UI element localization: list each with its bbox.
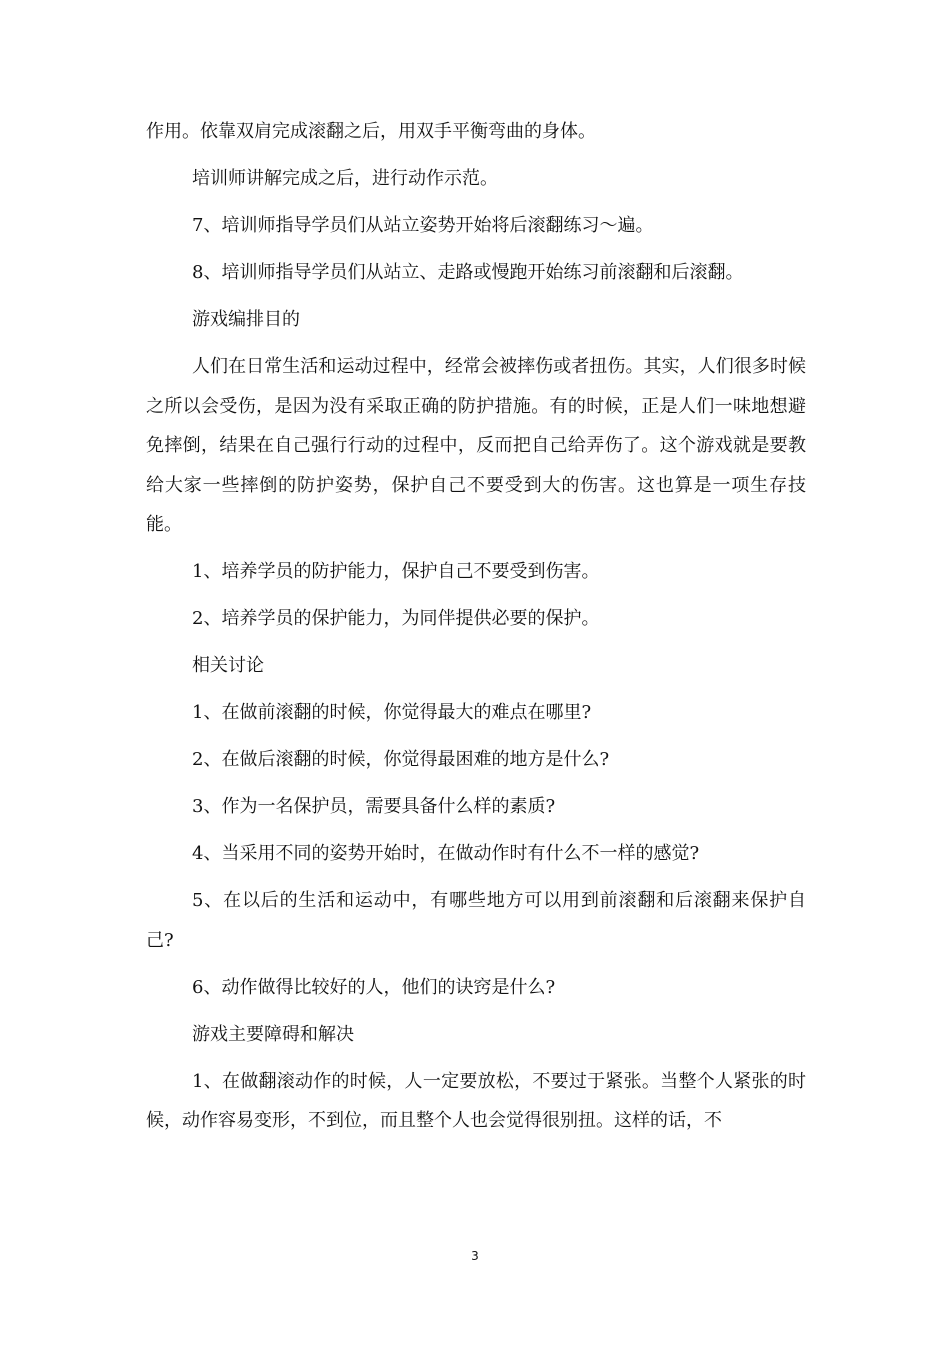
list-item: 2、培养学员的保护能力，为同伴提供必要的保护。	[192, 608, 600, 629]
list-item: 2、在做后滚翻的时候，你觉得最困难的地方是什么?	[192, 749, 610, 770]
paragraph: 作用。依靠双肩完成滚翻之后，用双手平衡弯曲的身体。	[146, 121, 596, 142]
list-item: 1、培养学员的防护能力，保护自己不要受到伤害。	[192, 561, 600, 582]
list-item: 5、在以后的生活和运动中，有哪些地方可以用到前滚翻和后滚翻来保护自己?	[146, 890, 806, 951]
list-item: 7、培训师指导学员们从站立姿势开始将后滚翻练习～遍。	[192, 215, 654, 236]
list-item: 6、动作做得比较好的人，他们的诀窍是什么?	[192, 976, 556, 998]
document-body	[146, 112, 806, 1148]
list-item: 1、在做翻滚动作的时候，人一定要放松，不要过于紧张。当整个人紧张的时候，动作容易变形，不到位，而且整个人也会觉得很别扭。这样的话，不	[146, 1070, 806, 1131]
section-heading: 游戏编排目的	[192, 309, 300, 330]
section-heading: 游戏主要障碍和解决	[192, 1023, 354, 1045]
paragraph: 培训师讲解完成之后，进行动作示范。	[192, 168, 498, 189]
list-item: 8、培训师指导学员们从站立、走路或慢跑开始练习前滚翻和后滚翻。	[192, 262, 744, 283]
paragraph: 人们在日常生活和运动过程中，经常会被摔伤或者扭伤。其实，人们很多时候之所以会受伤，是因为没有采取正确的防护措施。有的时候，正是人们一味地想避免摔倒，结果在自己强行行动的过程中，反而把自己给弄伤了。这个游戏就是要教给大家一些摔倒的防护姿势，保护自己不要受到大的伤害。这也算是一项生存技能。	[146, 356, 806, 535]
list-item: 1、在做前滚翻的时候，你觉得最大的难点在哪里?	[192, 702, 592, 723]
list-item: 4、当采用不同的姿势开始时，在做动作时有什么不一样的感觉?	[192, 843, 700, 864]
list-item: 3、作为一名保护员，需要具备什么样的素质?	[192, 796, 556, 817]
section-heading: 相关讨论	[192, 655, 264, 676]
page-number: 3	[471, 1249, 479, 1263]
